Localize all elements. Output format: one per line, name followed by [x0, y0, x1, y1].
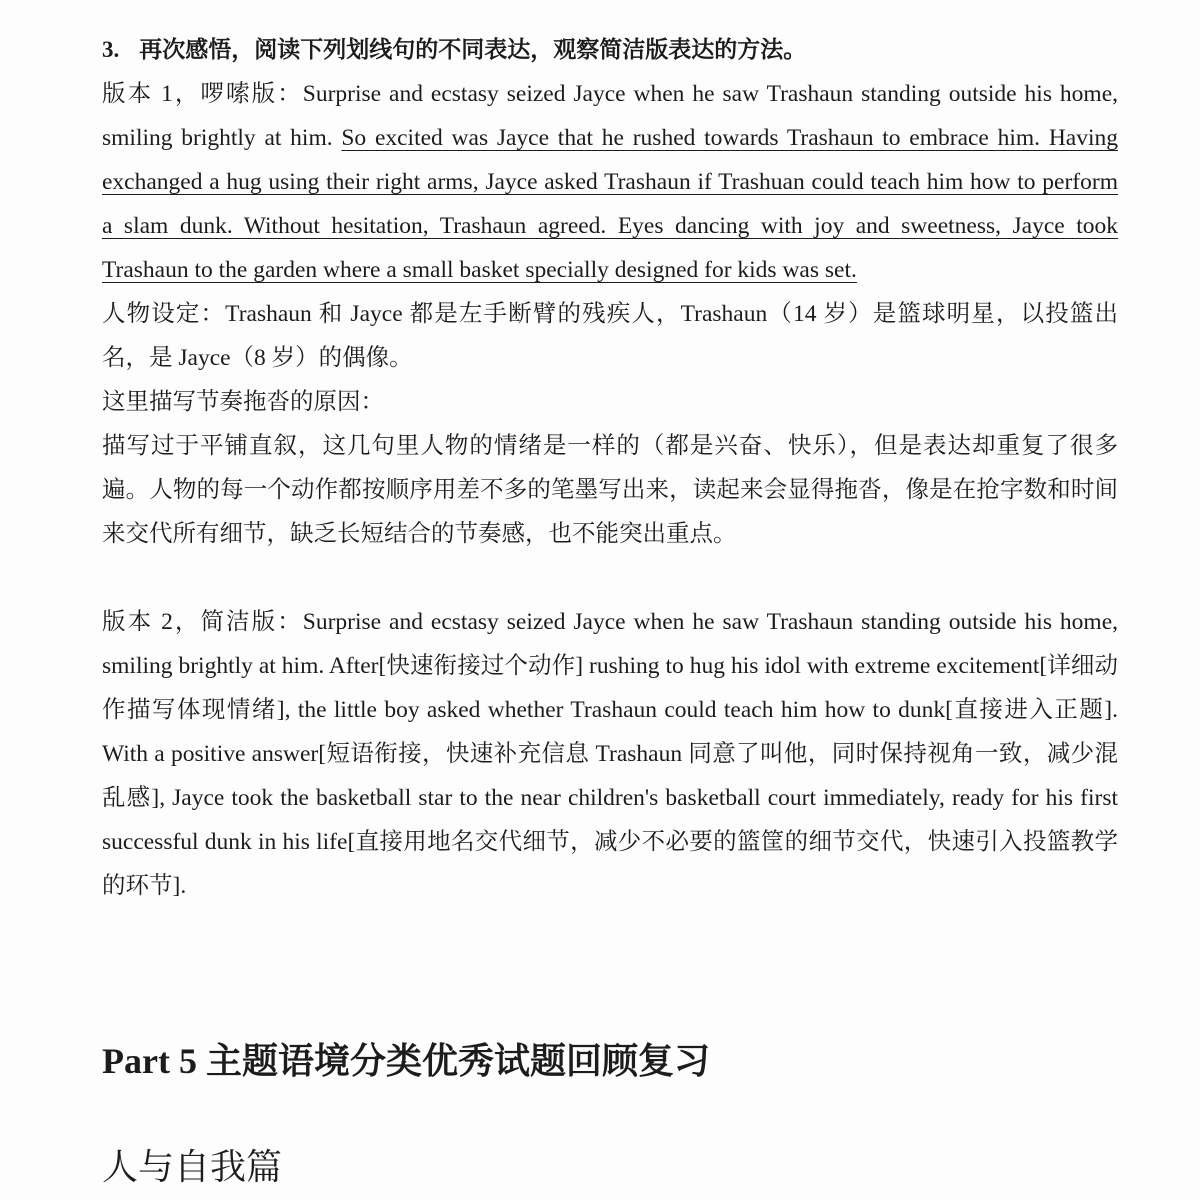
- version2-paragraph: [102, 600, 1118, 908]
- part-title: Part 5 主题语境分类优秀试题回顾复习: [102, 1041, 710, 1081]
- version1-label: 版本 1，啰嗦版：: [102, 81, 303, 107]
- question-heading: [102, 28, 1118, 72]
- version1-underlined-text: So excited was Jayce that he rushed towards Trashaun to embrace him. Having exchanged a hug using their right arms, Jayce asked Trashaun if Trashuan could teach him how to perform a slam dunk. Without hesitation, Trashaun agreed. Eyes dancing with joy and sweetness, Jayce took Trashaun to the garden where a small basket specially designed for kids was set.: [102, 125, 1118, 283]
- question-number: 3.: [102, 37, 120, 62]
- reason-text: 描写过于平铺直叙，这几句里人物的情绪是一样的（都是兴奋、快乐），但是表达却重复了很多遍。人物的每一个动作都按顺序用差不多的笔墨写出来，读起来会显得拖沓，像是在抢字数和时间来交代所有细节，缺乏长短结合的节奏感，也不能突出重点。: [102, 433, 1118, 547]
- version2-label: 版本 2，简洁版：: [102, 609, 303, 635]
- character-setting: 人物设定：Trashaun 和 Jayce 都是左手断臂的残疾人，Trashaun（14 岁）是篮球明星，以投篮出名，是 Jayce（8 岁）的偶像。: [102, 301, 1118, 371]
- question-prompt: 再次感悟，阅读下列划线句的不同表达，观察简洁版表达的方法。: [139, 37, 807, 62]
- reason-label: 这里描写节奏拖沓的原因：: [102, 389, 384, 415]
- version1-text: Surprise and ecstasy seized Jayce when he saw Trashaun standing outside his home, smiling brightly at him.: [102, 81, 1118, 151]
- section-title: 人与自我篇: [102, 1147, 283, 1187]
- paragraph-gap: [102, 556, 1118, 600]
- version1-paragraph: [102, 72, 1118, 292]
- version2-text: Surprise and ecstasy seized Jayce when he saw Trashaun standing outside his home, smiling brightly at him. After[快速衔接过个动作] rushing to hug his idol with extreme excitement[详细动作描写体现情绪], the little boy asked whether Trashaun could teach him how to dunk[直接进入正题]. With a positive answer[短语衔接，快速补充信息 Trashaun 同意了叫他，同时保持视角一致，减少混乱感], Jayce took the basketball star to the near children's basketball court immediately, ready for his first successful dunk in his life[直接用地名交代细节，减少不必要的篮筐的细节交代，快速引入投篮教学的环节].: [102, 609, 1118, 899]
